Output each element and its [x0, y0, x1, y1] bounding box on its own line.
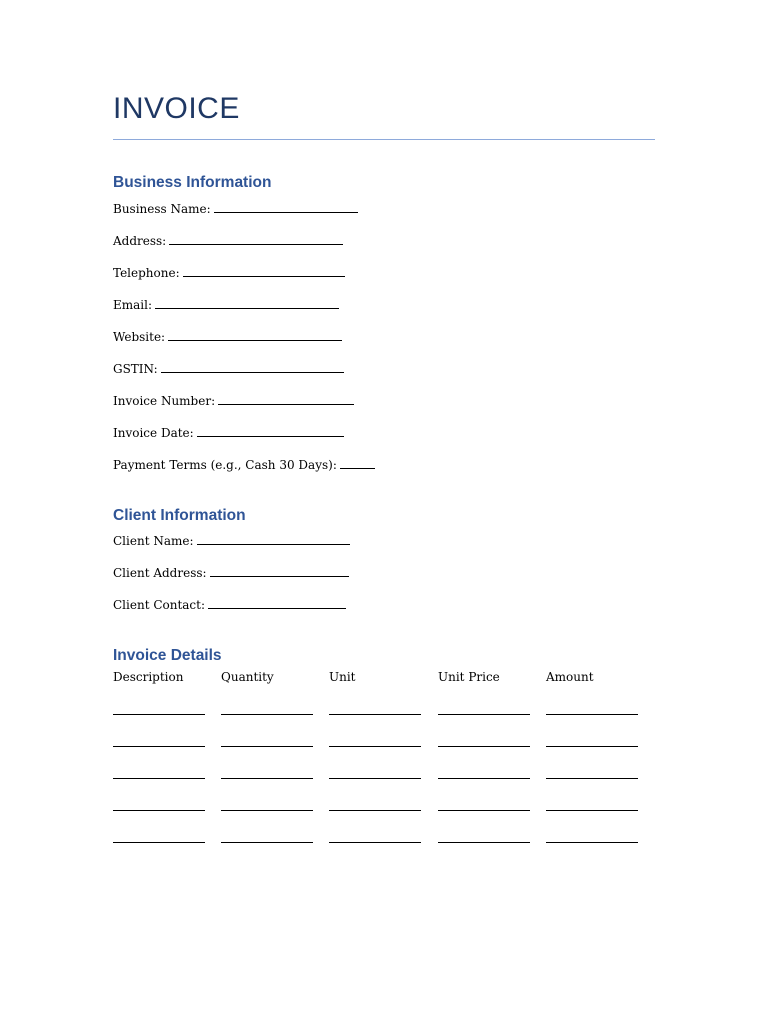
payment-terms-field[interactable] [113, 456, 375, 471]
table-cell-unit-blank[interactable] [329, 842, 421, 843]
table-cell-quantity-blank[interactable] [221, 746, 313, 747]
title-divider [113, 139, 655, 140]
table-cell-amount-blank[interactable] [546, 778, 638, 779]
address-blank[interactable] [169, 232, 343, 245]
table-cell-description-blank[interactable] [113, 842, 205, 843]
client-contact-blank[interactable] [208, 596, 346, 609]
client-info-heading: Client Information [113, 507, 246, 524]
field-label: Client Name: [113, 534, 194, 548]
column-header-quantity: Quantity [221, 670, 274, 684]
telephone-field[interactable] [113, 264, 345, 279]
client-name-blank[interactable] [197, 532, 350, 545]
client-address-blank[interactable] [210, 564, 349, 577]
business-name-field[interactable] [113, 200, 358, 215]
invoice-date-blank[interactable] [197, 424, 344, 437]
field-label: Address: [113, 234, 167, 248]
field-label: Invoice Number: [113, 394, 216, 408]
table-cell-quantity-blank[interactable] [221, 842, 313, 843]
field-label: Payment Terms (e.g., Cash 30 Days): [113, 458, 337, 472]
client-address-field[interactable] [113, 564, 349, 579]
payment-terms-blank[interactable] [340, 456, 375, 469]
table-cell-unit-price-blank[interactable] [438, 778, 530, 779]
field-label: Email: [113, 298, 153, 312]
page-title: INVOICE [113, 92, 240, 125]
website-blank[interactable] [168, 328, 342, 341]
table-cell-unit-blank[interactable] [329, 746, 421, 747]
field-label: GSTIN: [113, 362, 158, 376]
table-cell-quantity-blank[interactable] [221, 778, 313, 779]
gstin-blank[interactable] [161, 360, 344, 373]
field-label: Telephone: [113, 266, 180, 280]
email-field[interactable] [113, 296, 339, 311]
table-cell-description-blank[interactable] [113, 778, 205, 779]
table-cell-description-blank[interactable] [113, 810, 205, 811]
table-cell-unit-blank[interactable] [329, 714, 421, 715]
table-cell-description-blank[interactable] [113, 746, 205, 747]
field-label: Website: [113, 330, 166, 344]
table-cell-quantity-blank[interactable] [221, 714, 313, 715]
business-name-blank[interactable] [214, 200, 358, 213]
table-cell-unit-price-blank[interactable] [438, 842, 530, 843]
address-field[interactable] [113, 232, 343, 247]
table-cell-amount-blank[interactable] [546, 810, 638, 811]
table-cell-amount-blank[interactable] [546, 842, 638, 843]
field-label: Business Name: [113, 202, 211, 216]
invoice-details-heading: Invoice Details [113, 647, 222, 664]
table-cell-unit-price-blank[interactable] [438, 810, 530, 811]
business-info-heading: Business Information [113, 174, 272, 191]
telephone-blank[interactable] [183, 264, 345, 277]
table-cell-unit-blank[interactable] [329, 778, 421, 779]
table-cell-unit-price-blank[interactable] [438, 746, 530, 747]
table-cell-description-blank[interactable] [113, 714, 205, 715]
invoice-date-field[interactable] [113, 424, 344, 439]
field-label: Client Address: [113, 566, 207, 580]
client-name-field[interactable] [113, 532, 350, 547]
client-contact-field[interactable] [113, 596, 346, 611]
column-header-description: Description [113, 670, 184, 684]
column-header-amount: Amount [546, 670, 594, 684]
field-label: Invoice Date: [113, 426, 194, 440]
field-label: Client Contact: [113, 598, 206, 612]
gstin-field[interactable] [113, 360, 344, 375]
table-cell-unit-price-blank[interactable] [438, 714, 530, 715]
invoice-number-blank[interactable] [218, 392, 354, 405]
table-cell-quantity-blank[interactable] [221, 810, 313, 811]
website-field[interactable] [113, 328, 342, 343]
email-blank[interactable] [155, 296, 339, 309]
column-header-unit-price: Unit Price [438, 670, 500, 684]
column-header-unit: Unit [329, 670, 356, 684]
table-cell-unit-blank[interactable] [329, 810, 421, 811]
table-cell-amount-blank[interactable] [546, 746, 638, 747]
table-cell-amount-blank[interactable] [546, 714, 638, 715]
invoice-number-field[interactable] [113, 392, 354, 407]
